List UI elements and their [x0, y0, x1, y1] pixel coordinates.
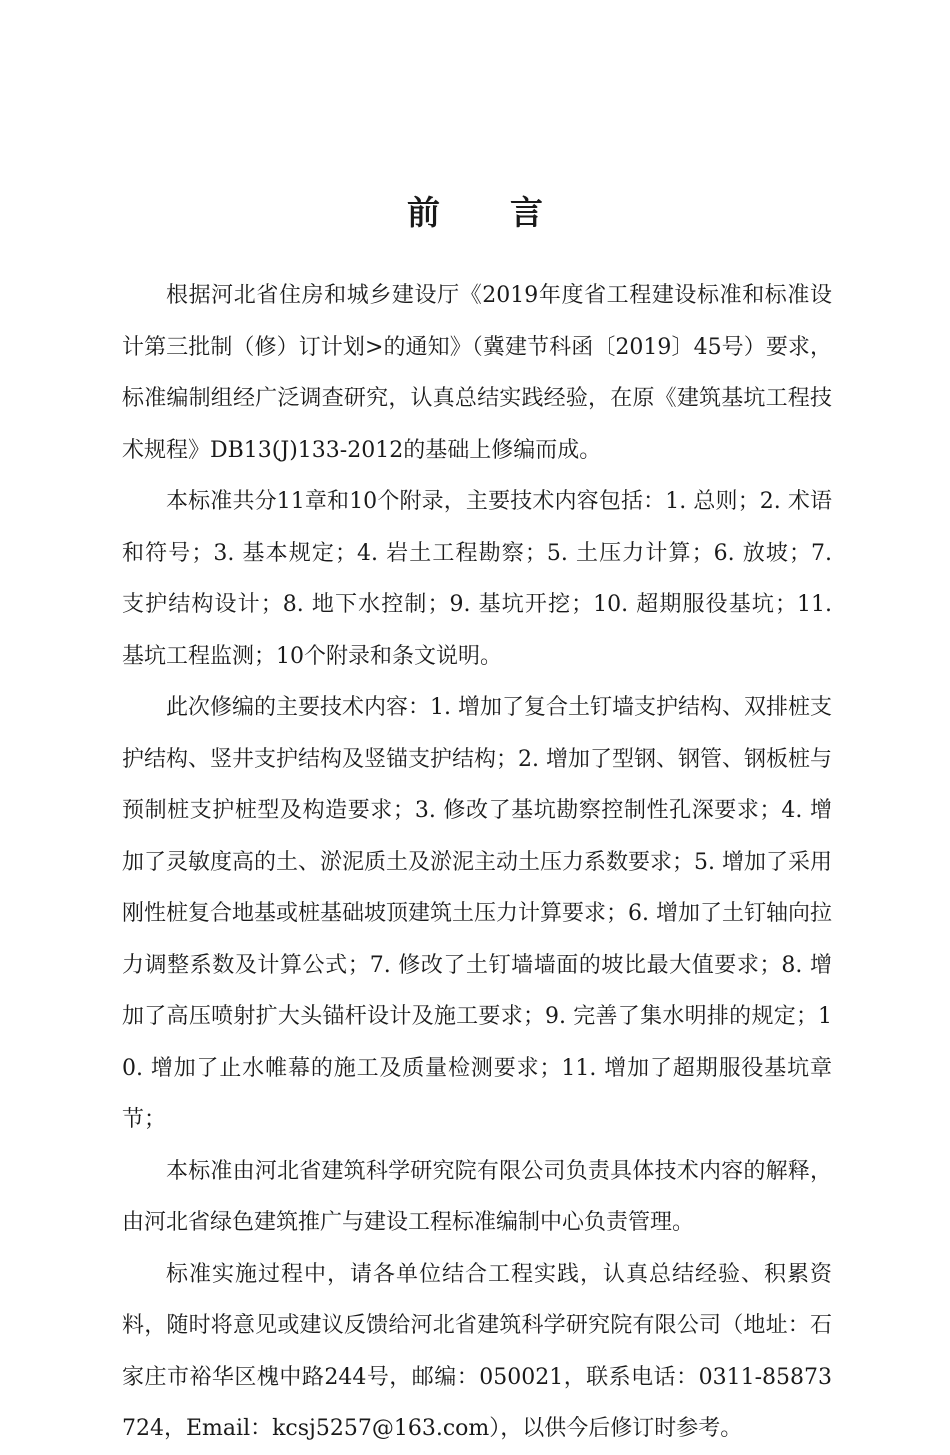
page-title: 前言: [407, 193, 613, 232]
paragraph-responsibility: 本标准由河北省建筑科学研究院有限公司负责具体技术内容的解释，由河北省绿色建筑推广与建设工程标准编制中心负责管理。: [122, 1158, 832, 1235]
paragraph-revisions: 此次修编的主要技术内容：1. 增加了复合土钉墙支护结构、双排桩支护结构、竖井支护结构及竖锚支护结构；2. 增加了型钢、钢管、钢板桩与预制桩支护桩型及构造要求；3. 修改了基坑勘察控制性孔深要求；4. 增加了灵敏度高的土、淤泥质土及淤泥主动土压力系数要求；5. 增加了采用刚性桩复合地基或桩基础坡顶建筑土压力计算要求；6. 增加了土钉轴向拉力调整系数及计算公式；7. 修改了土钉墙墙面的坡比最大值要求；8. 增加了高压喷射扩大头锚杆设计及施工要求；9. 完善了集水明排的规定；10. 增加了止水帷幕的施工及质量检测要求；11. 增加了超期服役基坑章节；: [122, 695, 832, 1132]
paragraph-contents: 本标准共分11章和10个附录，主要技术内容包括：1. 总则；2. 术语和符号；3. 基本规定；4. 岩土工程勘察；5. 土压力计算；6. 放坡；7. 支护结构设计；8. 地下水控制；9. 基坑开挖；10. 超期服役基坑；11. 基坑工程监测；10个附录和条文说明。: [122, 489, 832, 669]
body-text: [122, 270, 832, 1455]
paragraph-feedback: 标准实施过程中，请各单位结合工程实践，认真总结经验、积累资料，随时将意见或建议反馈给河北省建筑科学研究院有限公司（地址：石家庄市裕华区槐中路244号，邮编：050021，联系电话：0311-85873724，Email：kcsj5257@163.com），以供今后修订时参考。: [122, 1261, 832, 1441]
paragraph-basis: 根据河北省住房和城乡建设厅《2019年度省工程建设标准和标准设计第三批制（修）订计划>的通知》（冀建节科函〔2019〕45号）要求，标准编制组经广泛调查研究，认真总结实践经验，在原《建筑基坑工程技术规程》DB13(J)133-2012的基础上修编而成。: [122, 283, 832, 463]
